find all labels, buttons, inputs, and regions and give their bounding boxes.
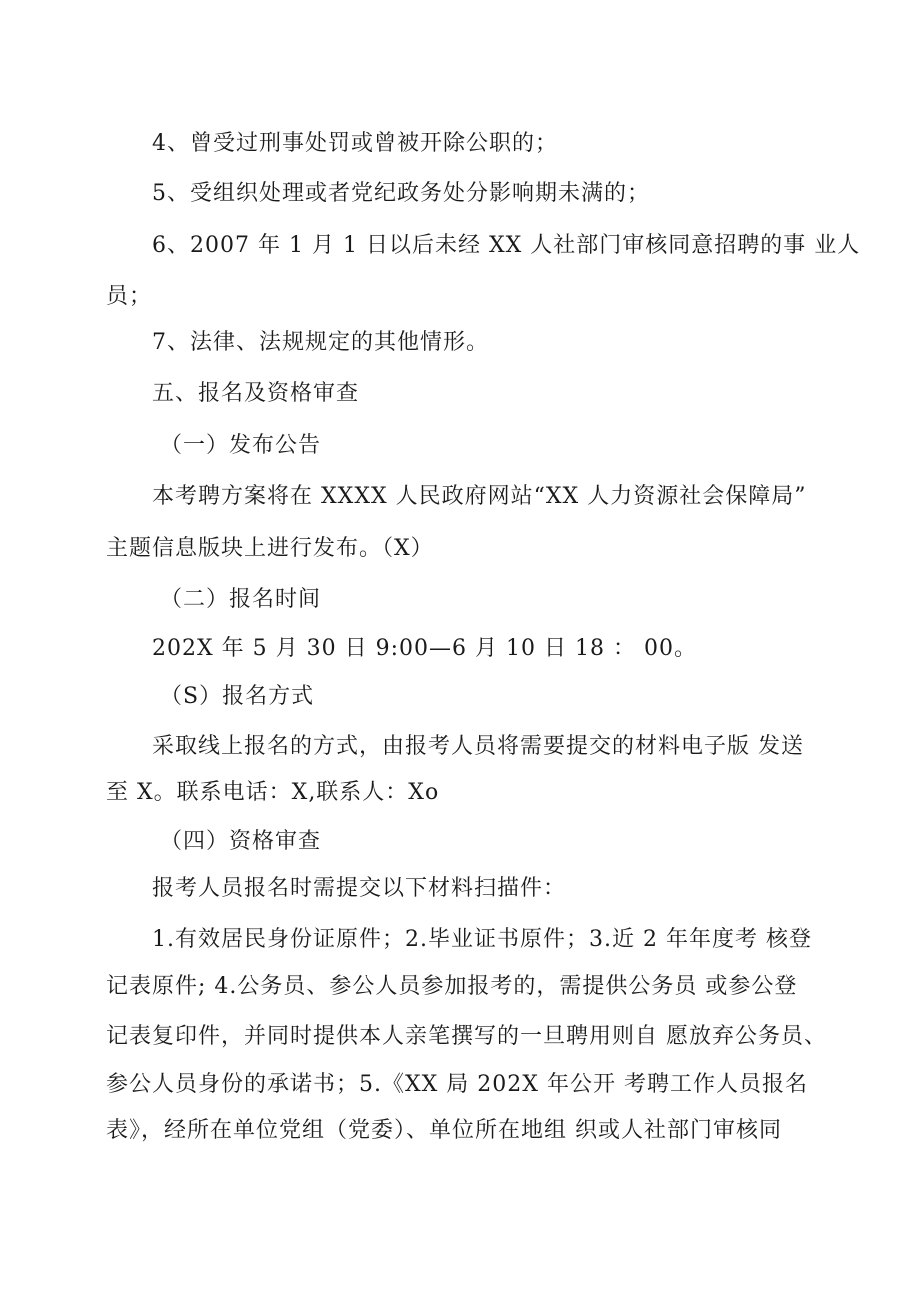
paragraph-materials-list-cont-3: 参公人员身份的承诺书；5.《XX 局 202X 年公开 考聘工作人员报名 (106, 1072, 808, 1097)
paragraph-materials-intro: 报考人员报名时需提交以下材料扫描件： (152, 876, 567, 901)
subheading-2: （二）报名时间 (160, 587, 322, 612)
paragraph-item-4: 4、曾受过刑事处罚或曾被开除公职的； (152, 131, 558, 156)
paragraph-item-7: 7、法律、法规规定的其他情形。 (152, 330, 489, 355)
paragraph-announcement-cont: 主题信息版块上进行发布。（X） (106, 536, 434, 561)
paragraph-materials-list-cont-4: 表》，经所在单位党组（党委）、单位所在地组 织或人社部门审核同 (106, 1118, 782, 1143)
paragraph-materials-list-cont-1: 记表原件; 4.公务员、参公人员参加报考的，需提供公务员 或参公登 (106, 974, 798, 999)
section-heading-5: 五、报名及资格审查 (152, 381, 360, 406)
paragraph-item-5: 5、受组织处理或者党纪政务处分影响期未满的； (152, 181, 650, 206)
paragraph-registration-method-cont: 至 X。联系电话：X,联系人：Xo (106, 780, 440, 805)
paragraph-materials-list-cont-2: 记表复印件，并同时提供本人亲笔撰写的一旦聘用则自 愿放弃公务员、 (106, 1024, 827, 1049)
paragraph-item-6: 6、2007 年 1 月 1 日以后未经 XX 人社部门审核同意招聘的事 业人 (152, 233, 861, 258)
subheading-4: （四）资格审查 (160, 829, 322, 854)
paragraph-materials-list: 1.有效居民身份证原件；2.毕业证书原件；3.近 2 年年度考 核登 (152, 927, 812, 952)
subheading-1: （一）发布公告 (160, 433, 322, 458)
paragraph-item-6-cont: 员； (106, 284, 153, 309)
paragraph-registration-method: 采取线上报名的方式，由报考人员将需要提交的材料电子版 发送 (152, 734, 804, 759)
paragraph-announcement: 本考聘方案将在 XXXX 人民政府网站“XX 人力资源社会保障局” (152, 484, 807, 509)
subheading-3: （S）报名方式 (160, 684, 315, 709)
paragraph-registration-time: 202X 年 5 月 30 日 9:00—6 月 10 日 18 ： 00。 (152, 636, 697, 661)
